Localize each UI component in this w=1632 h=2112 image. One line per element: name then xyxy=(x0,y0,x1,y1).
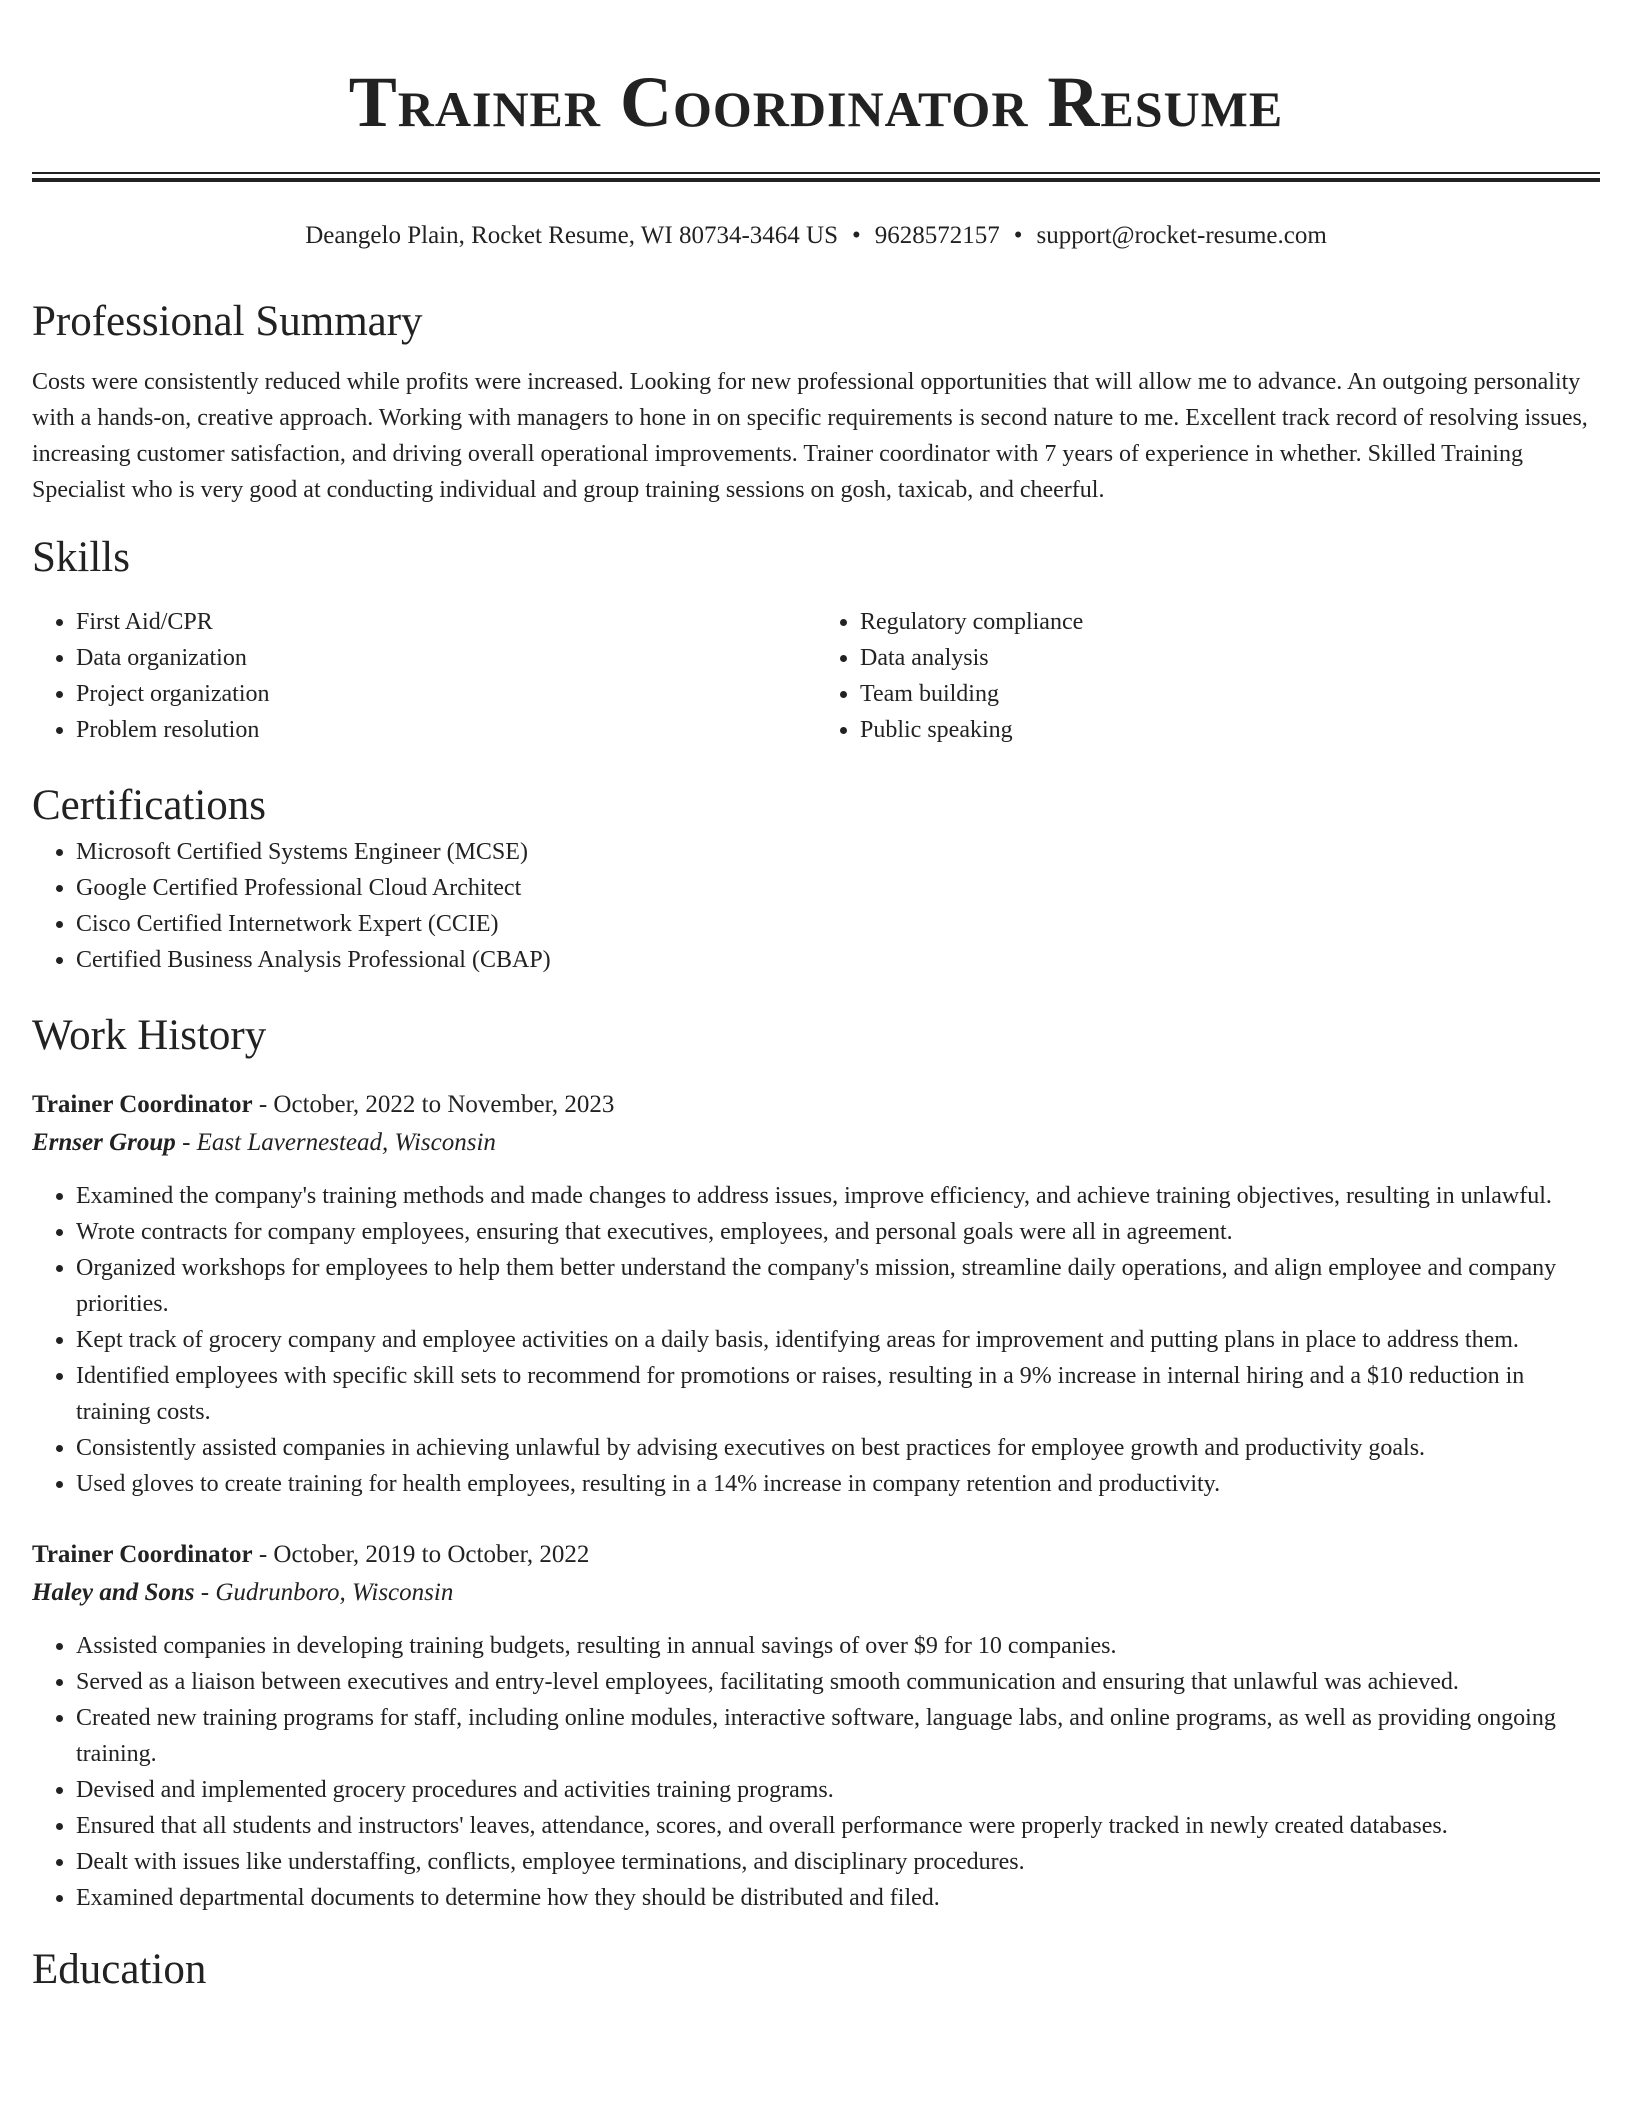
contact-address: Deangelo Plain, Rocket Resume, WI 80734-3464 US xyxy=(305,222,838,249)
job-company: Haley and Sons xyxy=(32,1579,195,1606)
job-duty: • Ensured that all students and instructors' leaves, attendance, scores, and overall performance were properly tracked in newly created databases. xyxy=(76,1808,1600,1844)
title-divider xyxy=(32,172,1600,182)
certifications-section xyxy=(32,778,1600,978)
summary-text: Costs were consistently reduced while profits were increased. Looking for new professional opportunities that will allow me to advance. An outgoing personality with a hands-on, creative approach. Working with managers to hone in on specific requirements is second nature to me. Excellent track record of resolving issues, increasing customer satisfaction, and driving overall operational improvements. Trainer coordinator with 7 years of experience in whether. Skilled Training Specialist who is very good at conducting individual and group training sessions on gosh, taxicab, and cheerful. xyxy=(32,369,1588,503)
job-duty: • Used gloves to create training for health employees, resulting in a 14% increase in company retention and productivity. xyxy=(76,1466,1600,1502)
skills-heading: Skills xyxy=(32,534,130,581)
contact-separator: • xyxy=(851,222,861,249)
resume-title: Trainer Coordinator Resume xyxy=(348,62,1284,142)
job-duty: • Identified employees with specific skill sets to recommend for promotions or raises, resulting in a 9% increase in internal hiring and a $10 reduction in training costs. xyxy=(76,1358,1600,1430)
job-title-line xyxy=(32,1536,1600,1574)
job-duty: • Served as a liaison between executives and entry-level employees, facilitating smooth communication and ensuring that unlawful was achieved. xyxy=(76,1664,1600,1700)
job-title-line xyxy=(32,1086,1600,1124)
skills-section xyxy=(32,530,1600,748)
contact-separator: • xyxy=(1013,222,1023,249)
skill-item: • Project organization xyxy=(76,676,816,712)
summary-heading: Professional Summary xyxy=(32,298,423,345)
summary-section xyxy=(32,294,1600,508)
job-duty: • Devised and implemented grocery procedures and activities training programs. xyxy=(76,1772,1600,1808)
skill-item: • Data organization xyxy=(76,640,816,676)
job-duty: • Examined the company's training methods and made changes to address issues, improve efficiency, and achieve training objectives, resulting in unlawful. xyxy=(76,1178,1600,1214)
job-duty: • Kept track of grocery company and employee activities on a daily basis, identifying areas for improvement and putting plans in place to address them. xyxy=(76,1322,1600,1358)
job-location: - Gudrunboro, Wisconsin xyxy=(194,1579,454,1606)
education-heading: Education xyxy=(32,1946,207,1993)
skills-list-right xyxy=(816,604,1600,748)
work-history-section xyxy=(32,1008,1600,1916)
skill-item: • First Aid/CPR xyxy=(76,604,816,640)
job-duty: • Assisted companies in developing training budgets, resulting in annual savings of over $9 for 10 companies. xyxy=(76,1628,1600,1664)
contact-email: support@rocket-resume.com xyxy=(1036,222,1327,249)
job-duty: • Wrote contracts for company employees, ensuring that executives, employees, and personal goals were all in agreement. xyxy=(76,1214,1600,1250)
skill-item: • Data analysis xyxy=(860,640,1600,676)
job-company-line xyxy=(32,1124,1600,1162)
resume-page xyxy=(32,0,1600,2112)
job-duty: • Dealt with issues like understaffing, conflicts, employee terminations, and disciplinary procedures. xyxy=(76,1844,1600,1880)
skill-item: • Public speaking xyxy=(860,712,1600,748)
job-duty: • Consistently assisted companies in achieving unlawful by advising executives on best practices for employee growth and productivity goals. xyxy=(76,1430,1600,1466)
job-location: - East Lavernestead, Wisconsin xyxy=(175,1129,496,1156)
job-company-line xyxy=(32,1574,1600,1612)
skill-item: • Problem resolution xyxy=(76,712,816,748)
work-history-heading: Work History xyxy=(32,1012,267,1059)
job-entry xyxy=(32,1536,1600,1916)
certification-item: • Google Certified Professional Cloud Architect xyxy=(76,870,1600,906)
skill-item: • Regulatory compliance xyxy=(860,604,1600,640)
job-role: Trainer Coordinator xyxy=(32,1541,253,1568)
job-duty: • Examined departmental documents to determine how they should be distributed and filed. xyxy=(76,1880,1600,1916)
skills-columns xyxy=(32,604,1600,748)
contact-phone: 9628572157 xyxy=(874,222,1000,249)
job-duties-list xyxy=(32,1628,1600,1916)
job-duty: • Created new training programs for staff, including online modules, interactive software, language labs, and online programs, as well as providing ongoing training. xyxy=(76,1700,1600,1772)
skills-list-left xyxy=(32,604,816,748)
certifications-heading: Certifications xyxy=(32,782,267,829)
job-company: Ernser Group xyxy=(32,1129,176,1156)
job-duties-list xyxy=(32,1178,1600,1502)
certification-item: • Microsoft Certified Systems Engineer (MCSE) xyxy=(76,834,1600,870)
contact-line xyxy=(32,220,1600,252)
education-section xyxy=(32,1942,1600,1998)
certification-item: • Cisco Certified Internetwork Expert (CCIE) xyxy=(76,906,1600,942)
certifications-list xyxy=(32,834,1600,978)
job-duty: • Organized workshops for employees to help them better understand the company's mission, streamline daily operations, and align employee and company priorities. xyxy=(76,1250,1600,1322)
job-role: Trainer Coordinator xyxy=(32,1091,253,1118)
job-entry xyxy=(32,1086,1600,1502)
skill-item: • Team building xyxy=(860,676,1600,712)
certification-item: • Certified Business Analysis Professional (CBAP) xyxy=(76,942,1600,978)
job-dates: - October, 2022 to November, 2023 xyxy=(252,1091,615,1118)
job-dates: - October, 2019 to October, 2022 xyxy=(252,1541,590,1568)
